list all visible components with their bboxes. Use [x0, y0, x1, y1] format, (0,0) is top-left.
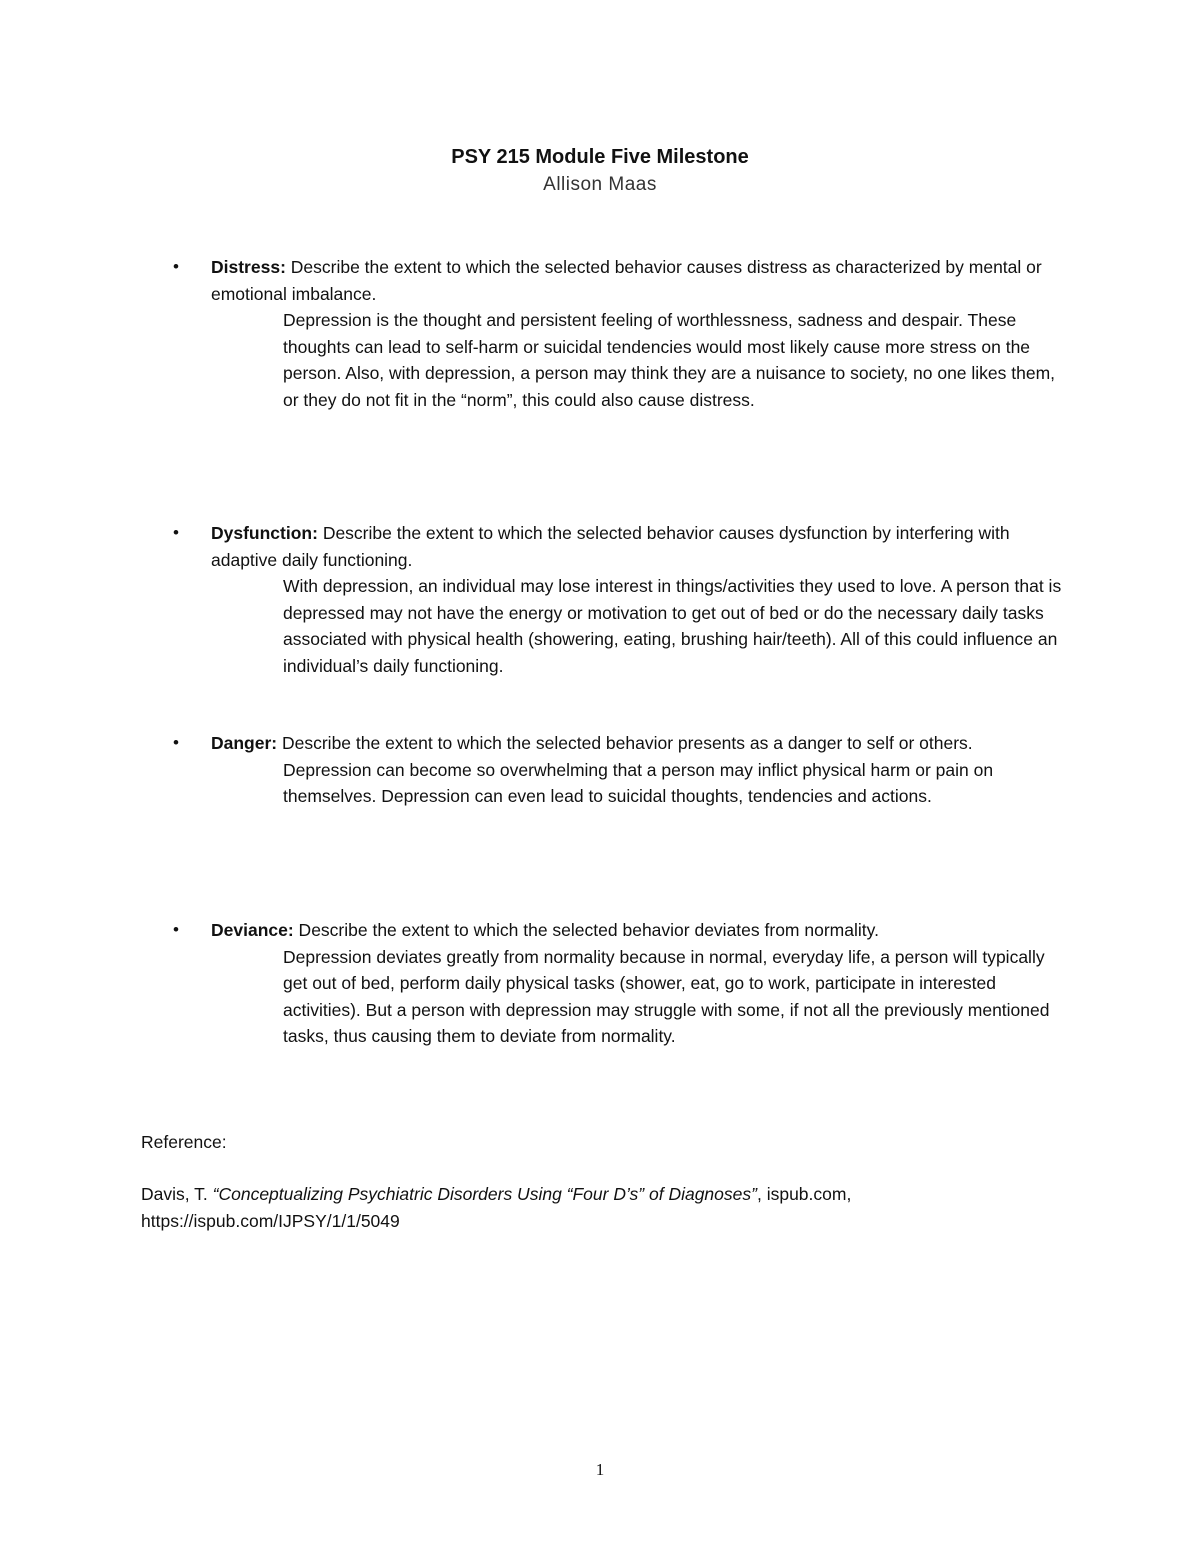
document-title: PSY 215 Module Five Milestone — [451, 146, 749, 168]
item-answer: With depression, an individual may lose interest in things/activities they used to love. A person that is depressed may not have the energy or motivation to get out of bed or do the necessary daily tasks associated with physical health (showering, eating, brushing hair/teeth). All of this could influence an individual’s daily functioning. — [283, 576, 1062, 676]
item-term: Deviance: — [211, 920, 294, 940]
bullet-icon: • — [173, 523, 179, 542]
item-prompt-text: Describe the extent to which the selected behavior presents as a danger to self or others. — [277, 733, 973, 753]
reference-author: Davis, T. — [141, 1184, 213, 1204]
list-item-distress — [173, 254, 1071, 413]
bullet-icon: • — [173, 257, 179, 276]
item-prompt-text: Describe the extent to which the selected behavior causes dysfunction by interfering with adaptive daily functioning. — [211, 523, 1010, 570]
item-term: Dysfunction: — [211, 523, 318, 543]
reference-label: Reference: — [141, 1132, 227, 1152]
item-answer: Depression deviates greatly from normality because in normal, everyday life, a person will typically get out of bed, perform daily physical tasks (shower, eat, go to work, participate in interested activities). But a person with depression may struggle with some, if not all the previously mentioned tasks, thus causing them to deviate from normality. — [283, 946, 1050, 1046]
item-prompt — [211, 254, 1071, 307]
list-item-deviance — [173, 917, 1071, 1050]
reference-source: , ispub.com, — [756, 1184, 852, 1204]
item-answer: Depression is the thought and persistent feeling of worthlessness, sadness and despair. These thoughts can lead to self-harm or suicidal tendencies would most likely cause more stress on the person. Also, with depression, a person may think they are a nuisance to society, no one likes them, or they do not fit in the “norm”, this could also cause distress. — [283, 310, 1056, 410]
bullet-icon: • — [173, 733, 179, 752]
item-term: Distress: — [211, 257, 286, 277]
reference-title: “Conceptualizing Psychiatric Disorders Using “Four D’s” of Diagnoses” — [212, 1184, 757, 1204]
bullet-icon: • — [173, 920, 179, 939]
reference-citation — [141, 1181, 1081, 1234]
item-prompt — [211, 917, 1071, 944]
item-prompt-text: Describe the extent to which the selected behavior causes distress as characterized by mental or emotional imbalance. — [211, 257, 1042, 304]
item-prompt — [211, 520, 1071, 573]
item-term: Danger: — [211, 733, 278, 753]
reference-url: https://ispub.com/IJPSY/1/1/5049 — [141, 1210, 400, 1231]
document-author: Allison Maas — [543, 174, 657, 195]
list-item-danger — [173, 730, 1071, 810]
list-item-dysfunction — [173, 520, 1071, 679]
page-number: 1 — [595, 1460, 605, 1479]
item-prompt — [211, 730, 1071, 757]
item-prompt-text: Describe the extent to which the selected behavior deviates from normality. — [293, 920, 879, 940]
item-answer: Depression can become so overwhelming that a person may inflict physical harm or pain on themselves. Depression can even lead to suicidal thoughts, tendencies and actions. — [283, 759, 994, 806]
